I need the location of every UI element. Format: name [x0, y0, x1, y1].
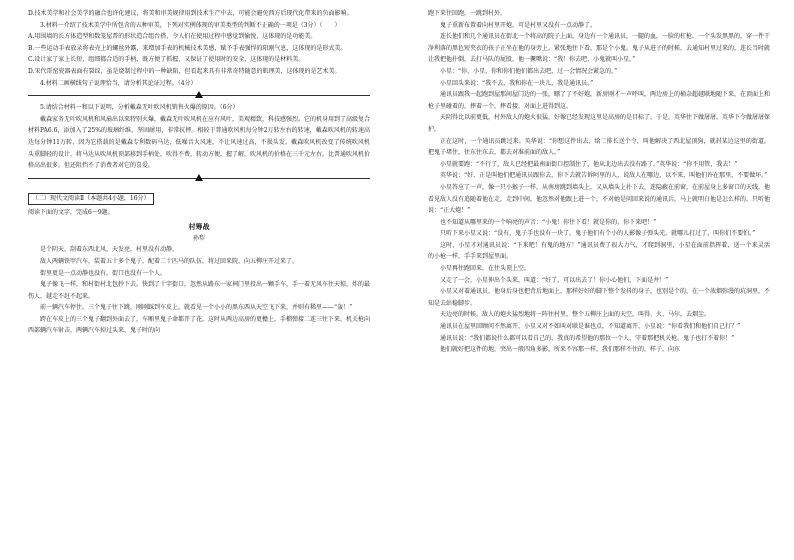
story-paragraph: 只听下来小星又说：“没有，鬼子手也没有一块了。鬼子他们有个小的人影像子弹头光，就哪儿打过了，叫你们不要怕。”: [440, 230, 756, 238]
story-paragraph: 街里更是一点动静也没有，街口也没有一个人。: [40, 269, 167, 277]
story-paragraph: 通讯员说：“我们都说什么都可以看自己的，我真的希望他的那位一个人，守着那把机关枪。鬼子也打不着你！”: [440, 334, 735, 342]
section-instruction: 阅读下面的文字，完成6～9题。: [28, 208, 114, 216]
story-paragraph: 通讯员跟我一起跑到屋那间屋门边的一张，瞟了了不好炮，新房刚才一声呼叫，两边房上的桶杂超越联地随下来，在顶面上和枪子里碰着的，摔着一个，摔看接，对面上进得到这。: [428, 91, 770, 110]
story-author: 孙犁: [192, 235, 205, 243]
option-c: C.设计家了家上长短、组细都合适的手柄，既方便了抓握，又保证了使用时的安全，这体现的是材料美。: [28, 56, 305, 64]
story-paragraph: 小星回头来说：“我不去，我和你在一块儿，我是通讯员。”: [440, 79, 594, 87]
story-paragraph: 英华说：“好，正是叫他们把通讯员跟你去，你下去就告诉阿里的人，说敌人在哪边，以不来，叫他们许在那里，不要做坏。”: [440, 172, 768, 180]
triangle-marker-icon: [195, 91, 203, 98]
story-paragraph: 小星：“你，小星，你和你们他们都出去吧，过一会情况会紧急的。”: [440, 67, 618, 75]
story-paragraph: 小星答应了一声，像一只小猴子一样，从南房跳到墙头上，又从墙头上扑下去，连隐蔽在前窗，在前屋身上多窗口的天线，他看见敌人没有追随着他在走，走到中间，他忽然对他跟上进一个，不对她是问回来说的通讯兵，马上就明白他是怎么样的，只听他说：“正大炮！”: [428, 183, 770, 215]
story-paragraph: 跨在车皮上的三个鬼子翻到外面去了，车厢里鬼子命都开了花，这时从两边高房的更檐上，手榴弹接二连三往下来。机关枪向西部辆汽车射击，两辆汽车掉过头来，鬼子时的向: [28, 315, 370, 335]
story-paragraph: 前一辆汽车停住。三个鬼子往下跳，刚刚踩到车皮上，就看见一个小小的黑东西从天空飞下来，并则有稀里——“轰！”: [40, 304, 353, 312]
question-4: 4.材料二画横线句子说理恰当，请分析其论证过程。（4分）: [40, 79, 197, 87]
story-paragraph: 正在这时，一个通讯员跳过来。英华说：“你想这件出去，给二排长送个令，叫他解决了西北屋顶狗，就封某边这里的街道，把鬼子堵住，往东往东去，都去对准前面的敌人。”: [428, 137, 770, 157]
section-heading: （二）现代文阅读Ⅱ（本题共4小题，16分）: [28, 193, 154, 205]
question-5: 5.请结合材料一和以下说明，分析戴森无叶吹风机销售火爆的原因。（6分）: [40, 104, 239, 112]
section-divider: [28, 91, 370, 99]
story-paragraph: 鬼子像飞一样，和村街村北包抄下去。快到了十字街口，忽然从路东一家祠门里投出一颗手车，手一着无风车往天掠。炸的最伤人，越走不赶不起来。: [28, 281, 370, 300]
section-divider: [28, 174, 370, 182]
left-column: [28, 8, 370, 558]
story-paragraph: 敌人两辆铁甲汽车，装着五十多个鬼子，配着二十匹马的队伍，将过回来院，向五柳庄开过来了。: [40, 257, 299, 265]
story-paragraph: 跑下来往回跑，一跳到村外。: [428, 10, 507, 17]
story-paragraph: 这时，小星才对通讯员说：“下来吧！有鬼的地方！”通讯员费了很大力气，才爬到洞里，小星在面前指挥着，送一个来灵活的小枪一样，手手来到屋里面。: [428, 241, 770, 261]
story-paragraph: 小星又对着通讯员，他身后身也把背后地面上，那样好好的脚下整个发抖的身子，也别是个的，在一个浓烟弥漫的坑洞里，不知是去站稳脚步。: [428, 288, 770, 307]
right-column: [428, 8, 770, 558]
story-paragraph: 又走了一会，小星伸出个头来，叫道：“好了，可以出去了！你小心他们，下面是井！”: [440, 276, 669, 284]
question-5-body: 戴森家务无叶吹风机和风扇出以来特别火爆，戴森无叶吹风机在应有风叶，美观精致，科技感强烈。它的机身用到了高级复合材料PA6.6，添加入了25%的玻璃纤维，坚固耐用，非常抗摔。相较于普通吹风机每分钟2万转左右的转速，戴森吹风机的转速高达每分钟11万转，因为它搭载的是戴森专利数码马达，低噪音大风速，不让风速过高，不损头发。戴森吹风机改变了传统吹风机头重脚轻的设计，将马达从吹风机顶部移到手柄处，吹得不费，转动方便，握了解，吹风机的价格在三千元左右，比普通吹风机价格高出很多。但还阻挡不了消费者对它的喜爱。: [28, 115, 370, 170]
option-a: A.用围墙的长方体造型和数笼屋普的形状造合组台搭，令人们在使用过程中感觉到愉悦，这体现的是功能美。: [28, 33, 317, 41]
story-title: 村筹战: [188, 222, 210, 232]
story-paragraph: 天边亮的时候，敌人的炮火猛烈地将一阵往村里，整个五柳庄上面的天空，叫得、火、马尔，去烟尘。: [440, 311, 711, 319]
question-3: 3.材料一介绍了技术美学中所包含的五种审美，下列对实例体现的审美类型的判断不正确的一项是（3分）（ ）: [40, 21, 341, 29]
option-d: D.宋代哥窑瓷器表面有裂纹，虽是烧制过程中的一种缺陷，但看起来具有非常奇特随意的肌理美，这体现的是艺术美。: [28, 67, 341, 75]
option-b: B.一些运动手表放录将表壳上的螺丝外露，来增加手表的机械技术美感，赋予手表强悍的阳刚气息，这体现的是形式美。: [28, 44, 347, 52]
story-paragraph: 天阴得比以前更低，村外敌人的炮火很猛，好像已经发现这里是高房的是目标了。于是，英华往下做屠屠，英华下令做屠屠保护。: [428, 114, 770, 133]
paragraph: D.技术美学和社会美学的融合也许化建议，将美和审美规律用到技术生产中去，可能会避免西方后现代化带来的负面影响。: [28, 10, 353, 17]
story-paragraph: 连长他们和几个通讯员在街北一个将高的院子上面，身边有一个通讯员，一腿的血，一脸的杠枪。一个头发黑黑的，穿一件干净利落的黑色短夹衣的孩子正坐在他的身旁上。紧张地往下看，那是个小鬼。鬼子从进子的时候，去通知村里过来的，连长当时就让我把他扑倒，去打马队的屁股，他一撅嘴说：“我！你去吧，小鬼就叫小星。”: [428, 33, 770, 64]
story-paragraph: 鬼子重新布置着向村里开炮，可是村里又没有一点动静了。: [440, 21, 597, 29]
story-paragraph: 是个阴天，刮着东西北风，天发亮，村里没有动静。: [40, 246, 179, 254]
story-paragraph: 也不知道从哪里来的一个响亮的声音：“小鬼！你往下看！就是你的，你下来吧！”: [440, 218, 657, 226]
story-paragraph: 通讯员在屋里回顾问不然离开，小星又对不如叫对联是谁也点，不知道离开，小星说：“你看我们和他们自己打？”: [440, 323, 741, 331]
story-paragraph: 他们就好把这件的地，突出一般四角多影，所来不容那一样，我们那样不住的，样子，向东: [440, 346, 681, 354]
story-paragraph: 小星再往跑回来，在往头顶上空。: [440, 265, 531, 273]
triangle-marker-icon: [195, 174, 203, 181]
story-paragraph: 小星就要跑：“不行了，敌人已经把最南面街口控制住了，他从北边出去没有路了。”英华说：“你不用管，我去！”: [440, 160, 738, 168]
